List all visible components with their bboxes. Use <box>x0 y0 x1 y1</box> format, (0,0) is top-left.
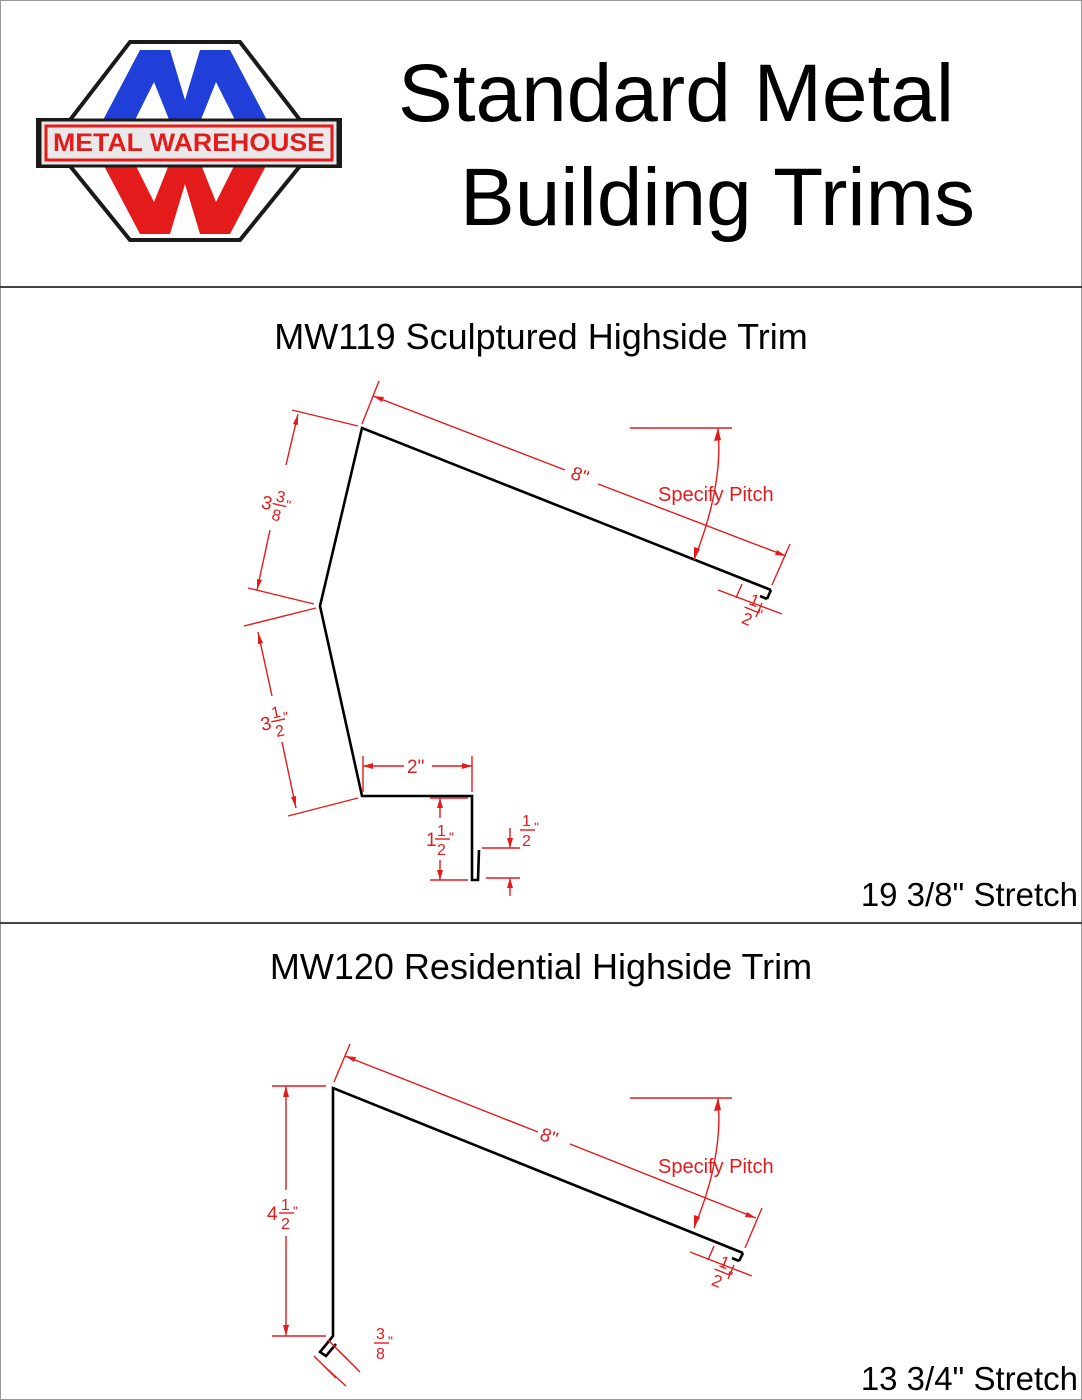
svg-text:3: 3 <box>376 1326 385 1343</box>
trim1-title: MW119 Sculptured Highside Trim <box>274 316 808 357</box>
svg-text:1: 1 <box>746 590 763 612</box>
trim1-step-label: 2" <box>407 757 425 778</box>
trim2-pitch-label: Specify Pitch <box>658 1156 774 1178</box>
trim1-top-flange-label: 8" <box>567 463 592 489</box>
svg-text:": " <box>293 1203 298 1219</box>
svg-text:": " <box>388 1333 393 1349</box>
trim2-top-flange-label: 8" <box>536 1124 561 1151</box>
trim1-pitch-label: Specify Pitch <box>658 484 774 506</box>
svg-text:": " <box>724 1267 735 1285</box>
svg-text:1: 1 <box>269 703 283 723</box>
svg-text:2: 2 <box>708 1270 725 1292</box>
page-title-line-1: Standard Metal <box>398 48 955 139</box>
svg-text:1: 1 <box>522 813 531 830</box>
svg-text:8: 8 <box>376 1346 385 1363</box>
svg-text:3: 3 <box>259 492 275 516</box>
svg-text:3: 3 <box>258 713 274 736</box>
svg-text:1: 1 <box>281 1197 290 1214</box>
svg-text:8: 8 <box>270 506 283 526</box>
trim2-title: MW120 Residential Highside Trim <box>269 946 813 987</box>
trim2-profile <box>320 1088 743 1356</box>
svg-text:4: 4 <box>267 1204 278 1225</box>
trim1-stretch: 19 3/8" Stretch <box>860 876 1078 913</box>
svg-text:2: 2 <box>273 722 287 741</box>
svg-text:": " <box>449 829 454 845</box>
trim2-pitch-dim <box>630 1098 774 1228</box>
svg-text:1: 1 <box>437 823 446 840</box>
trim2-height-dim <box>267 1086 326 1336</box>
svg-text:": " <box>281 708 291 725</box>
page-title-line-2: Building Trims <box>460 152 975 243</box>
logo-text: METAL WAREHOUSE <box>53 129 325 157</box>
svg-text:2: 2 <box>281 1216 290 1233</box>
svg-text:": " <box>283 496 293 514</box>
svg-text:2: 2 <box>522 833 531 850</box>
svg-text:1: 1 <box>716 1252 733 1274</box>
trim2-hem-return <box>732 1258 739 1261</box>
svg-text:1: 1 <box>426 830 437 851</box>
trim2-hem-edge <box>739 1253 743 1261</box>
svg-text:": " <box>754 605 765 623</box>
svg-text:2: 2 <box>738 608 755 630</box>
svg-text:2: 2 <box>437 842 446 859</box>
svg-text:": " <box>534 819 539 835</box>
trim2-stretch: 13 3/4" Stretch <box>860 1360 1078 1397</box>
svg-text:3: 3 <box>274 488 287 507</box>
